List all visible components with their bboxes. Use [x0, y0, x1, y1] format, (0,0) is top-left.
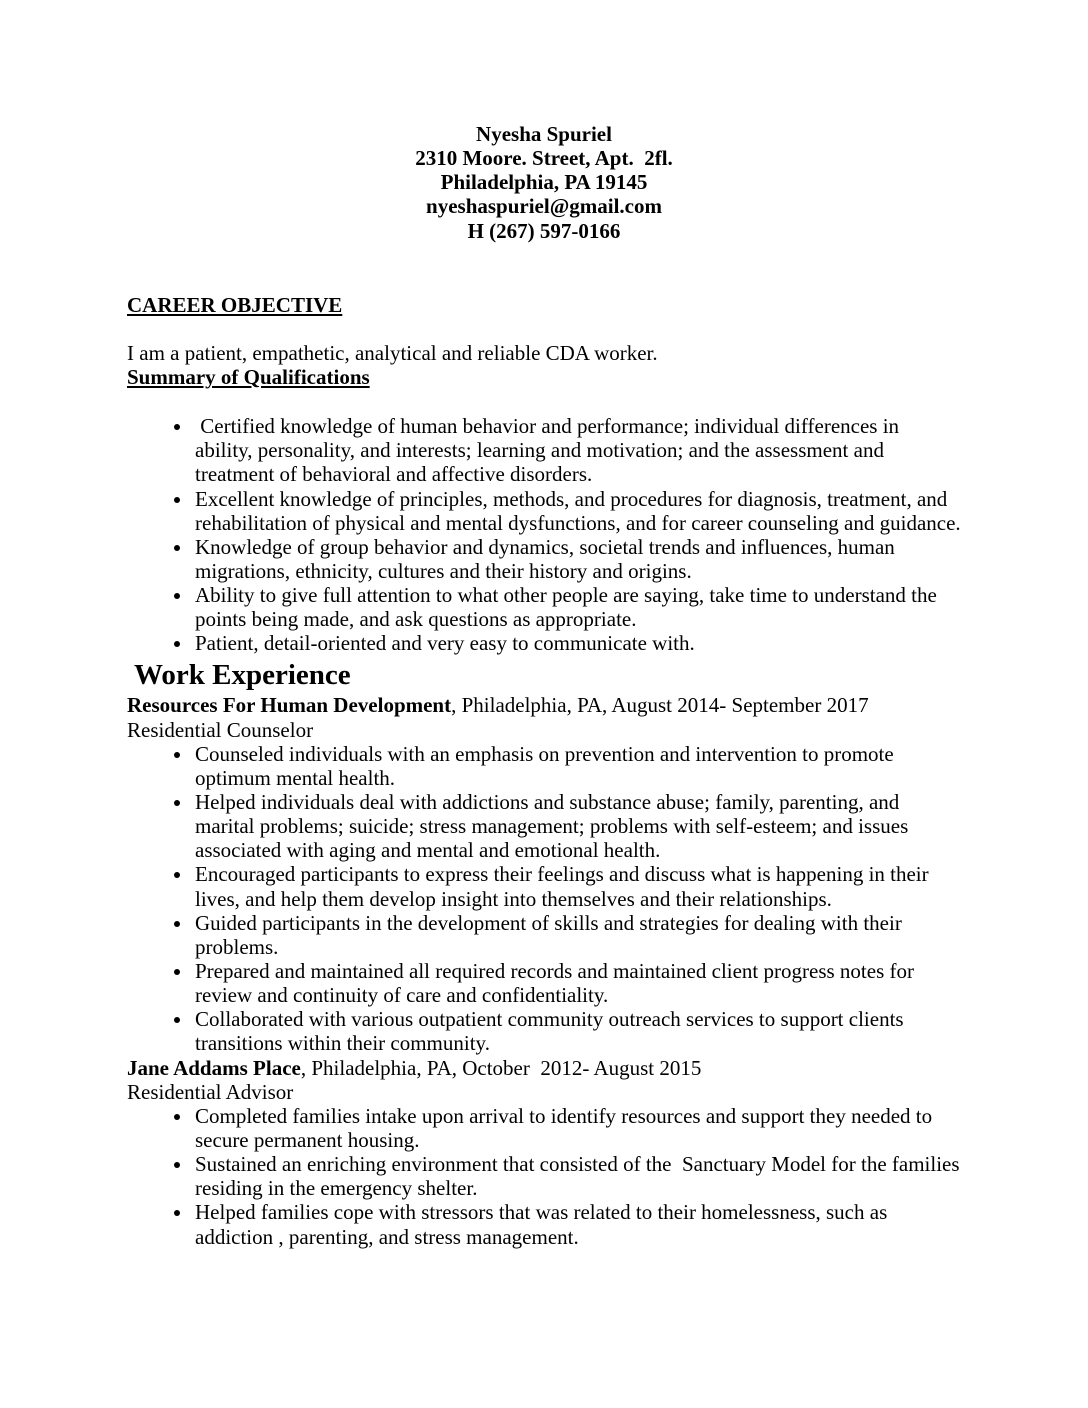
career-objective-text: I am a patient, empathetic, analytical and reliable CDA worker. [127, 340, 658, 365]
job-duty-item: • Helped families cope with stressors that was related to their homelessness, such as addiction , parenting, and stress management. [193, 1200, 961, 1248]
job-duty-item: • Collaborated with various outpatient community outreach services to support clients transitions within their community. [193, 1007, 961, 1055]
job-location-dates: , Philadelphia, PA, August 2014- September 2017 [451, 693, 869, 718]
qualifications-list [127, 414, 961, 655]
job-duty-item: • Encouraged participants to express their feelings and discuss what is happening in their lives, and help them develop insight into themselves and their relationships. [193, 862, 961, 910]
qualification-item: • Knowledge of group behavior and dynamics, societal trends and influences, human migrations, ethnicity, cultures and their history and origins. [193, 535, 961, 583]
job-title: Residential Advisor [127, 1079, 294, 1104]
job-duty-item: • Sustained an enriching environment that consisted of the Sanctuary Model for the families residing in the emergency shelter. [193, 1152, 961, 1200]
qualification-item: • Ability to give full attention to what other people are saying, take time to understand the points being made, and ask questions as appropriate. [193, 583, 961, 631]
job-location-dates: , Philadelphia, PA, October 2012- August 2015 [300, 1055, 702, 1080]
job-duty-item: • Counseled individuals with an emphasis on prevention and intervention to promote optimum mental health. [193, 742, 961, 790]
qualification-item: • Certified knowledge of human behavior and performance; individual differences in ability, personality, and interests; learning and motivation; and the assessment and treatment of behavioral and affective disorders. [193, 414, 961, 486]
job-header-line [127, 693, 961, 717]
job-employer: Jane Addams Place [127, 1055, 301, 1080]
qualification-item: • Patient, detail-oriented and very easy to communicate with. [193, 631, 961, 655]
job-title: Residential Counselor [127, 717, 314, 742]
career-objective-heading: CAREER OBJECTIVE [127, 292, 343, 317]
qualification-item: • Excellent knowledge of principles, methods, and procedures for diagnosis, treatment, and rehabilitation of physical and mental dysfunctions, and for career counseling and guidance. [193, 487, 961, 535]
person-name: Nyesha Spuriel [476, 122, 612, 146]
email-address: nyeshaspuriel@gmail.com [426, 194, 662, 219]
job-duty-item: • Helped individuals deal with addictions and substance abuse; family, parenting, and marital problems; suicide; stress management; problems with self-esteem; and issues associated with aging and mental and emotional health. [193, 790, 961, 862]
job-employer: Resources For Human Development [127, 693, 452, 718]
address-line-2: Philadelphia, PA 19145 [440, 170, 648, 195]
summary-heading: Summary of Qualifications [127, 364, 370, 389]
phone-number: H (267) 597-0166 [467, 218, 621, 243]
address-line-1: 2310 Moore. Street, Apt. 2fl. [415, 146, 673, 171]
job-header-line [127, 1056, 961, 1080]
job-entry [127, 693, 961, 1055]
work-experience-heading: Work Experience [134, 658, 351, 691]
job-duty-item: • Prepared and maintained all required records and maintained client progress notes for review and continuity of care and confidentiality. [193, 959, 961, 1007]
resume-header [127, 122, 961, 243]
job-duties-list [127, 742, 961, 1056]
job-duty-item: • Completed families intake upon arrival to identify resources and support they needed to secure permanent housing. [193, 1104, 961, 1152]
job-entry [127, 1055, 965, 1249]
job-duty-item: • Guided participants in the development of skills and strategies for dealing with their problems. [193, 911, 961, 959]
job-duties-list [127, 1103, 965, 1249]
